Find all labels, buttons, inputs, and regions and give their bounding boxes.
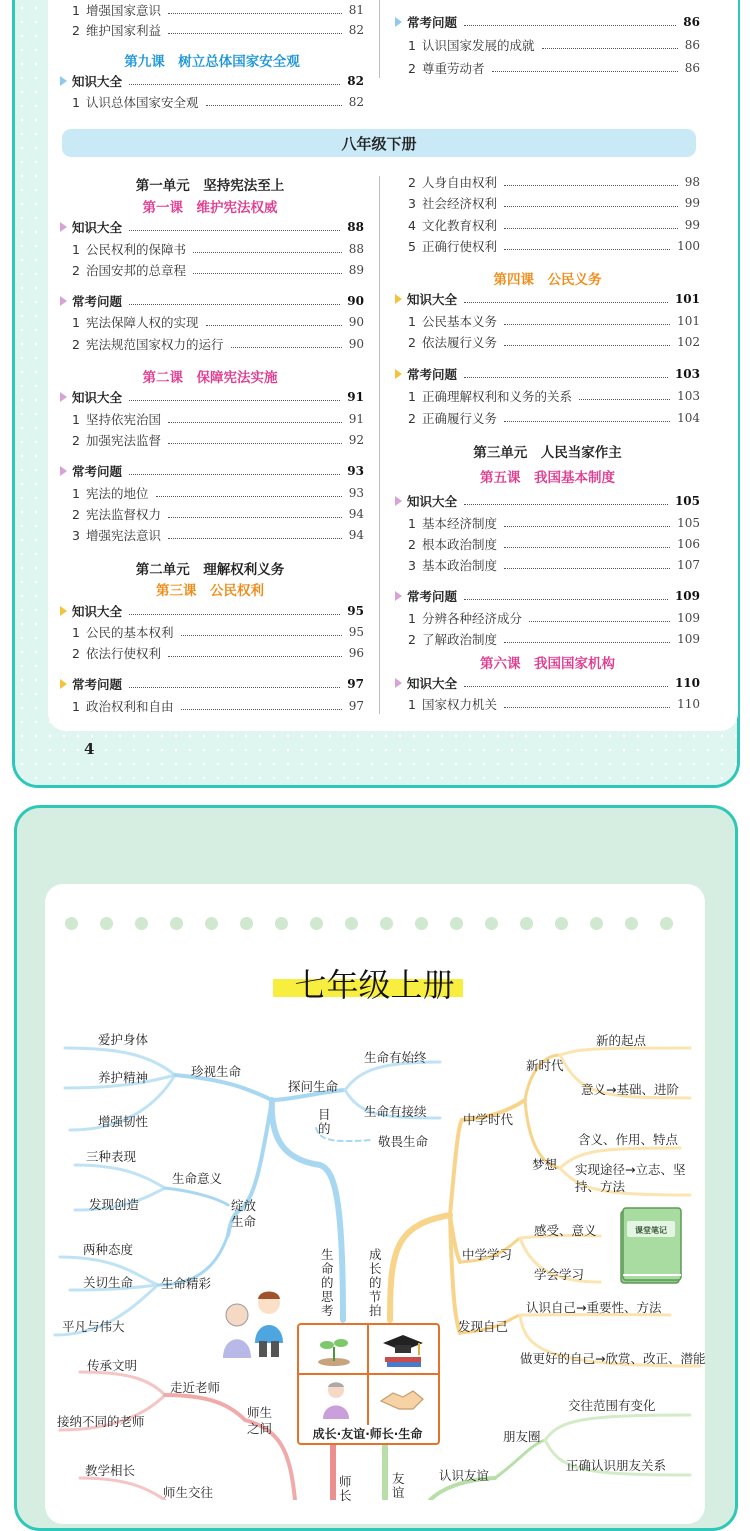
notebook-icon: [617, 1205, 683, 1287]
toc-section[interactable]: [60, 217, 364, 237]
item-label: 加强宪法监督: [86, 433, 162, 448]
item-number: 2: [72, 645, 80, 661]
item-label: 基本经济制度: [422, 516, 498, 531]
node-zhenshi: 珍视生命: [191, 1064, 242, 1079]
item-number: 2: [408, 536, 416, 552]
center-divider-v: [367, 1325, 369, 1425]
leader-dots: [504, 526, 670, 527]
leader-dots: [129, 614, 340, 615]
page-ref: 88: [347, 220, 364, 234]
item-number: 3: [72, 527, 80, 543]
toc-item[interactable]: [408, 629, 700, 649]
item-number: 5: [408, 238, 416, 254]
toc-section[interactable]: [60, 461, 364, 481]
page-ref: 90: [348, 315, 364, 329]
node-youyi: 友谊: [392, 1471, 405, 1500]
node-chuancheng: 传承文明: [87, 1358, 138, 1373]
leader-dots: [168, 13, 342, 14]
toc-item[interactable]: [72, 20, 364, 40]
section-label: 知识大全: [72, 604, 123, 619]
triangle-bullet-icon: [395, 496, 402, 506]
item-number: 3: [408, 557, 416, 573]
page-ref: 110: [677, 697, 700, 711]
toc-item[interactable]: [72, 260, 364, 280]
node-renshi-ziji: 认识自己→重要性、方法: [526, 1300, 662, 1315]
item-number: 1: [72, 411, 80, 427]
toc-item[interactable]: [408, 332, 700, 352]
decorative-dot-row: [65, 917, 685, 931]
unit-title[interactable]: 第一单元 坚持宪法至上: [135, 178, 285, 194]
item-label: 认识国家发展的成就: [422, 38, 535, 53]
page-ref: 91: [347, 390, 364, 404]
node-shisheng-zhijian: 师生之间: [247, 1405, 273, 1436]
page-ref: 109: [674, 589, 700, 603]
section-label: 常考问题: [407, 15, 458, 30]
node-zhengque-renshi: 正确认识朋友关系: [566, 1458, 667, 1473]
item-number: 2: [408, 174, 416, 190]
item-number: 2: [72, 262, 80, 278]
node-hanyi: 含义、作用、特点: [578, 1132, 679, 1147]
toc-item[interactable]: [72, 239, 364, 259]
page-ref: 100: [677, 239, 700, 253]
node-qidian: 新的起点: [596, 1033, 647, 1048]
unit-title[interactable]: 第三单元 人民当家作主: [473, 445, 622, 461]
page-ref: 103: [677, 389, 700, 403]
page-ref: 94: [348, 507, 364, 521]
node-liangzhong: 两种态度: [83, 1242, 134, 1257]
toc-item[interactable]: [72, 0, 364, 20]
node-mudi: 目的: [318, 1107, 331, 1136]
item-number: 1: [72, 624, 80, 640]
item-label: 依法履行义务: [422, 335, 498, 350]
section-label: 知识大全: [72, 220, 123, 235]
leader-dots: [504, 249, 670, 250]
item-label: 增强宪法意识: [86, 528, 162, 543]
leader-dots: [181, 709, 342, 710]
section-label: 知识大全: [407, 494, 458, 509]
leader-dots: [504, 642, 670, 643]
item-label: 宪法规范国家权力的运行: [86, 337, 224, 352]
page-ref: 98: [684, 175, 700, 189]
leader-dots: [129, 304, 340, 305]
page-ref: 93: [348, 486, 364, 500]
page-ref: 101: [674, 292, 700, 306]
toc-item[interactable]: [408, 215, 700, 235]
leader-dots: [504, 345, 670, 346]
item-label: 宪法监督权力: [86, 507, 162, 522]
node-guanqie: 关切生命: [83, 1275, 134, 1290]
leader-dots: [464, 686, 668, 687]
page-ref: 97: [348, 699, 364, 713]
toc-item[interactable]: [72, 525, 364, 545]
toc-item[interactable]: [72, 430, 364, 450]
leader-dots: [193, 252, 342, 253]
page-ref: 86: [684, 38, 700, 52]
item-label: 人身自由权利: [422, 175, 498, 190]
leader-dots: [168, 517, 342, 518]
node-jingcai: 生命精彩: [161, 1276, 212, 1291]
lesson-title[interactable]: 第三课 公民权利: [156, 583, 264, 599]
toc-item[interactable]: [72, 643, 364, 663]
lesson-title[interactable]: 第四课 公民义务: [493, 272, 602, 288]
leader-dots: [464, 504, 668, 505]
node-xinshidai: 新时代: [526, 1058, 564, 1073]
triangle-bullet-icon: [395, 294, 402, 304]
node-faxian-ziji: 发现自己: [458, 1319, 509, 1334]
item-number: 1: [72, 241, 80, 257]
triangle-bullet-icon: [60, 296, 67, 306]
page-ref: 89: [348, 263, 364, 277]
page-ref: 102: [677, 335, 700, 349]
toc-item[interactable]: [408, 35, 700, 55]
node-jiaowang-fanwei: 交往范围有变化: [568, 1398, 656, 1413]
node-shiyouzhong: 生命有始终: [364, 1050, 427, 1065]
node-faxian: 发现创造: [89, 1197, 140, 1212]
item-number: 2: [72, 336, 80, 352]
item-number: 1: [72, 94, 80, 110]
toc-section[interactable]: [60, 291, 364, 311]
leader-dots: [504, 185, 678, 186]
section-label: 知识大全: [72, 390, 123, 405]
item-label: 根本政治制度: [422, 537, 498, 552]
leader-dots: [504, 421, 670, 422]
item-number: 1: [72, 698, 80, 714]
node-renshi-youyi: 认识友谊: [439, 1468, 490, 1483]
toc-section[interactable]: [60, 674, 364, 694]
lesson-title[interactable]: 第九课 树立总体国家安全观: [124, 54, 300, 70]
page-ref: 82: [348, 23, 364, 37]
handshake-icon: [379, 1383, 425, 1415]
item-label: 基本政治制度: [422, 558, 498, 573]
toc-item[interactable]: [408, 534, 700, 554]
toc-item[interactable]: [408, 311, 700, 331]
node-shisheng-jiaowang: 师生交往: [163, 1485, 214, 1500]
toc-item[interactable]: [408, 193, 700, 213]
triangle-bullet-icon: [395, 678, 402, 688]
toc-item[interactable]: [408, 236, 700, 256]
node-shichang: 师长: [339, 1474, 352, 1503]
center-label: 成长·友谊·师长·生命: [312, 1427, 423, 1441]
item-label: 公民权利的保障书: [86, 242, 187, 257]
item-label: 增强国家意识: [86, 3, 162, 18]
toc-item[interactable]: [72, 92, 364, 112]
leader-dots: [231, 347, 342, 348]
toc-section[interactable]: [60, 601, 364, 621]
item-number: 2: [408, 631, 416, 647]
leader-dots: [168, 538, 342, 539]
center-divider-h: [299, 1373, 438, 1375]
leader-dots: [529, 621, 670, 622]
item-number: 2: [72, 22, 80, 38]
item-label: 正确理解权利和义务的关系: [422, 389, 573, 404]
section-label: 知识大全: [72, 74, 123, 89]
leader-dots: [504, 568, 670, 569]
leader-dots: [129, 230, 340, 231]
teacher-icon: [319, 1379, 353, 1419]
item-number: 1: [408, 37, 416, 53]
page-ref: 109: [677, 611, 700, 625]
page-ref: 94: [348, 528, 364, 542]
leader-dots: [129, 687, 340, 688]
leader-dots: [504, 228, 678, 229]
page-ref: 86: [684, 61, 700, 75]
page-ref: 107: [677, 558, 700, 572]
toc-item[interactable]: [72, 483, 364, 503]
sprout-icon: [315, 1333, 353, 1367]
item-label: 国家权力机关: [422, 697, 498, 712]
page-ref: 104: [677, 411, 700, 425]
triangle-bullet-icon: [60, 606, 67, 616]
leader-dots: [168, 656, 342, 657]
leader-dots: [193, 273, 342, 274]
item-label: 治国安邦的总章程: [86, 263, 187, 278]
item-label: 正确行使权利: [422, 239, 498, 254]
section-label: 常考问题: [72, 294, 123, 309]
item-number: 2: [72, 432, 80, 448]
item-label: 了解政治制度: [422, 632, 498, 647]
notebook-label: 课堂笔记: [635, 1226, 667, 1235]
node-zuogenghao: 做更好的自己→欣赏、改正、潜能: [520, 1351, 706, 1366]
item-number: 2: [408, 334, 416, 350]
item-label: 维护国家利益: [86, 23, 162, 38]
section-label: 常考问题: [407, 367, 458, 382]
leader-dots: [504, 707, 670, 708]
lesson-title[interactable]: 第六课 我国国家机构: [480, 656, 615, 672]
toc-item[interactable]: [72, 504, 364, 524]
item-label: 社会经济权利: [422, 196, 498, 211]
leader-dots: [206, 105, 342, 106]
toc-item[interactable]: [408, 513, 700, 533]
teacher-student-icon: [215, 1283, 295, 1361]
node-yiyi-jinjie: 意义→基础、进阶: [581, 1082, 679, 1097]
toc-item[interactable]: [72, 334, 364, 354]
item-label: 尊重劳动者: [422, 61, 485, 76]
leader-dots: [464, 377, 668, 378]
item-number: 2: [408, 60, 416, 76]
page-ref: 93: [347, 464, 364, 478]
section-label: 常考问题: [407, 589, 458, 604]
item-label: 公民的基本权利: [86, 625, 174, 640]
node-ganshou: 感受、意义: [534, 1223, 597, 1238]
section-label: 常考问题: [72, 677, 123, 692]
node-pingfan: 平凡与伟大: [62, 1319, 125, 1334]
item-label: 文化教育权利: [422, 218, 498, 233]
toc-item[interactable]: [408, 172, 700, 192]
item-number: 2: [408, 410, 416, 426]
triangle-bullet-icon: [60, 466, 67, 476]
toc-section[interactable]: [395, 289, 700, 309]
page-ref: 106: [677, 537, 700, 551]
toc-item[interactable]: [408, 408, 700, 428]
page-ref: 90: [348, 337, 364, 351]
triangle-bullet-icon: [395, 369, 402, 379]
leader-dots: [168, 33, 342, 34]
lesson-title[interactable]: 第一课 维护宪法权威: [142, 200, 278, 216]
leader-dots: [168, 422, 342, 423]
triangle-bullet-icon: [395, 591, 402, 601]
page-ref: 101: [677, 314, 700, 328]
node-jiena: 接纳不同的老师: [57, 1414, 145, 1429]
page-ref: 92: [348, 433, 364, 447]
node-zhongxue-shidai: 中学时代: [463, 1112, 514, 1127]
toc-section[interactable]: [395, 673, 700, 693]
item-number: 1: [72, 2, 80, 18]
page-number: 4: [84, 740, 95, 758]
page-ref: 82: [348, 95, 364, 109]
page-ref: 103: [674, 367, 700, 381]
node-sanzhong: 三种表现: [86, 1149, 137, 1164]
item-number: 4: [408, 217, 416, 233]
item-number: 1: [408, 515, 416, 531]
item-label: 分辨各种经济成分: [422, 611, 523, 626]
item-label: 依法行使权利: [86, 646, 162, 661]
toc-item[interactable]: [408, 58, 700, 78]
page-ref: 95: [348, 625, 364, 639]
leader-dots: [181, 635, 342, 636]
page-ref: 99: [684, 196, 700, 210]
toc-item[interactable]: [72, 312, 364, 332]
leader-dots: [504, 324, 670, 325]
page-ref: 81: [348, 3, 364, 17]
unit-title[interactable]: 第二单元 理解权利义务: [135, 562, 285, 578]
toc-item[interactable]: [408, 608, 700, 628]
page-ref: 109: [677, 632, 700, 646]
section-label: 知识大全: [407, 292, 458, 307]
leader-dots: [206, 325, 342, 326]
page-ref: 86: [683, 15, 700, 29]
node-jingwei: 敬畏生命: [378, 1134, 429, 1149]
page-ref: 97: [347, 677, 364, 691]
page-ref: 88: [348, 242, 364, 256]
item-label: 宪法的地位: [86, 486, 149, 501]
leader-dots: [464, 599, 668, 600]
node-shixian: 实现途径→立志、坚持、方法: [575, 1162, 686, 1194]
node-shengming-yiyi: 生命意义: [172, 1171, 223, 1186]
node-zhongxue-xuexi: 中学学习: [462, 1247, 513, 1262]
toc-item[interactable]: [408, 694, 700, 714]
item-label: 坚持依宪治国: [86, 412, 162, 427]
triangle-bullet-icon: [60, 679, 67, 689]
leader-dots: [464, 302, 668, 303]
item-number: 1: [408, 313, 416, 329]
mindmap-title: 七年级上册: [294, 966, 455, 1004]
node-tanwen: 探问生命: [288, 1079, 339, 1094]
item-number: 3: [408, 195, 416, 211]
toc-section[interactable]: [395, 12, 700, 32]
triangle-bullet-icon: [60, 76, 67, 86]
node-aihu: 爱护身体: [98, 1032, 149, 1047]
column-divider-top: [379, 0, 380, 78]
toc-section[interactable]: [395, 364, 700, 384]
item-number: 1: [72, 485, 80, 501]
item-number: 1: [408, 610, 416, 626]
toc-item[interactable]: [72, 622, 364, 642]
item-label: 宪法保障人权的实现: [86, 315, 199, 330]
node-zhanfang: 绽放生命: [231, 1198, 257, 1229]
toc-item[interactable]: [72, 696, 364, 716]
leader-dots: [464, 25, 676, 26]
triangle-bullet-icon: [395, 17, 402, 27]
leader-dots: [129, 84, 340, 85]
node-jiaoxue: 教学相长: [85, 1463, 136, 1478]
lesson-title[interactable]: 第五课 我国基本制度: [480, 470, 615, 486]
toc-item[interactable]: [408, 555, 700, 575]
node-pengyouquan: 朋友圈: [503, 1429, 541, 1444]
leader-dots: [129, 474, 340, 475]
node-jiexu: 生命有接续: [364, 1104, 427, 1119]
page-ref: 105: [674, 494, 700, 508]
node-sikao: 生命的思考: [321, 1247, 334, 1318]
leader-dots: [168, 443, 342, 444]
item-number: 2: [72, 506, 80, 522]
grade-banner: 八年级下册: [62, 129, 696, 157]
item-number: 1: [72, 314, 80, 330]
node-yanghu: 养护精神: [98, 1070, 149, 1085]
column-divider: [379, 176, 380, 714]
toc-section[interactable]: [60, 71, 364, 91]
node-zengqiang: 增强韧性: [98, 1114, 149, 1129]
toc-section[interactable]: [60, 387, 364, 407]
leader-dots: [504, 206, 678, 207]
node-jiepai: 成长的节拍: [369, 1247, 382, 1318]
item-label: 政治权利和自由: [86, 699, 174, 714]
graduation-cap-icon: [379, 1331, 427, 1369]
leader-dots: [504, 547, 670, 548]
item-label: 正确履行义务: [422, 411, 498, 426]
leader-dots: [542, 48, 678, 49]
item-label: 认识总体国家安全观: [86, 95, 199, 110]
leader-dots: [129, 400, 340, 401]
page-ref: 91: [348, 412, 364, 426]
toc-section[interactable]: [395, 586, 700, 606]
item-number: 1: [408, 696, 416, 712]
toc-item[interactable]: [408, 386, 700, 406]
section-label: 知识大全: [407, 676, 458, 691]
page-ref: 82: [347, 74, 364, 88]
item-label: 公民基本义务: [422, 314, 498, 329]
section-label: 常考问题: [72, 464, 123, 479]
leader-dots: [492, 71, 678, 72]
page-ref: 90: [347, 294, 364, 308]
node-xuehui: 学会学习: [534, 1267, 585, 1282]
node-zoujin: 走近老师: [170, 1380, 221, 1395]
page-ref: 96: [348, 646, 364, 660]
triangle-bullet-icon: [60, 222, 67, 232]
lesson-title[interactable]: 第二课 保障宪法实施: [142, 370, 278, 386]
page-ref: 99: [684, 218, 700, 232]
page-ref: 110: [674, 676, 700, 690]
toc-item[interactable]: [72, 409, 364, 429]
page-ref: 95: [347, 604, 364, 618]
triangle-bullet-icon: [60, 392, 67, 402]
item-number: 1: [408, 388, 416, 404]
leader-dots: [579, 399, 670, 400]
node-mengxiang: 梦想: [532, 1157, 558, 1172]
page-ref: 105: [677, 516, 700, 530]
leader-dots: [156, 496, 342, 497]
toc-section[interactable]: [395, 491, 700, 511]
